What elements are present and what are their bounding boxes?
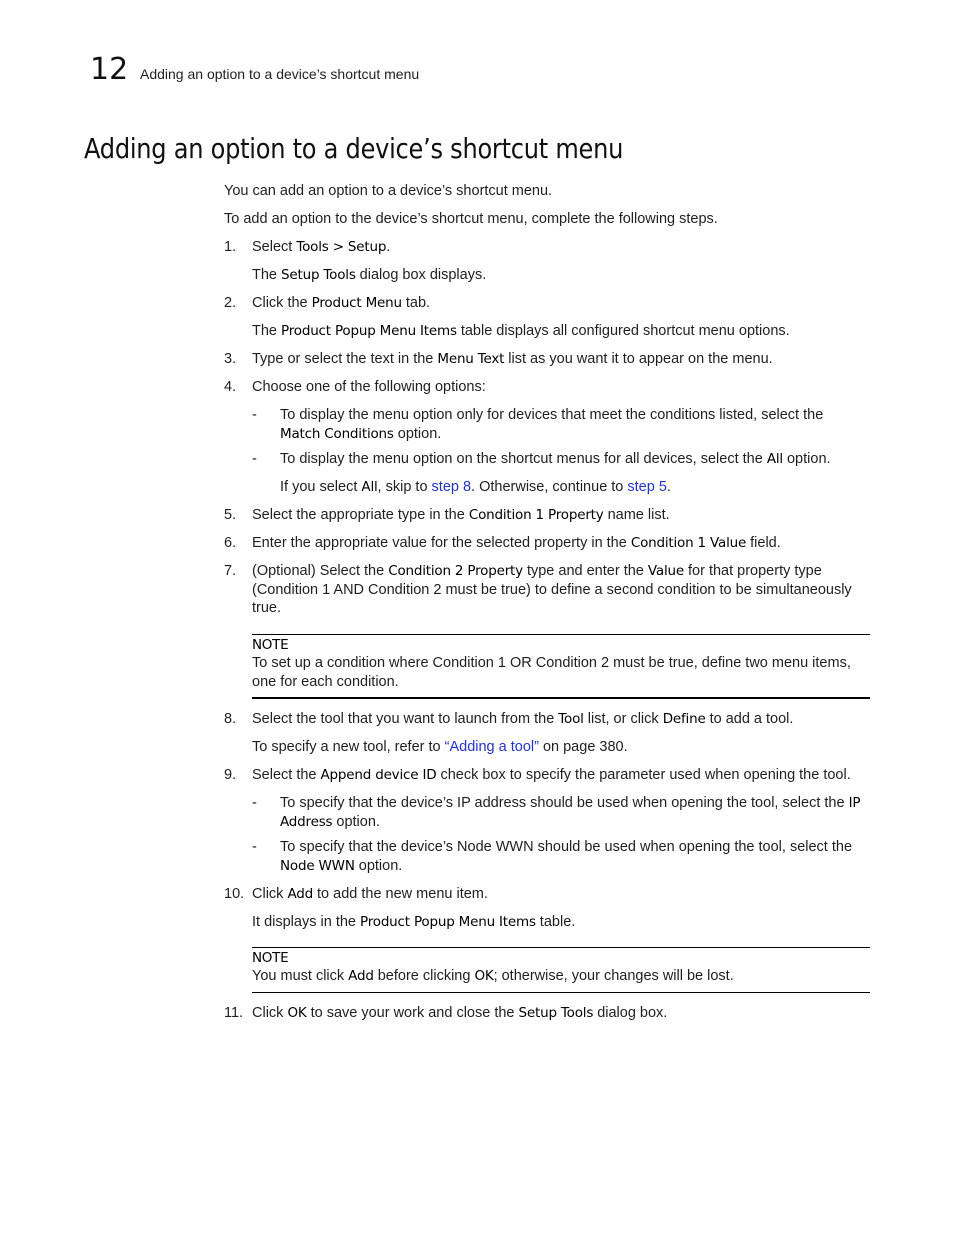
- note-text: You must click Add before clicking OK; otherwise, your changes will be lost.: [252, 968, 734, 984]
- ui-term: Match Conditions: [280, 425, 394, 442]
- step-number: 7.: [224, 563, 237, 579]
- step-number: 10.: [224, 886, 245, 902]
- ui-term: OK: [287, 1005, 307, 1021]
- step-10-result: It displays in the Product Popup Menu Items table.: [252, 914, 576, 930]
- ui-term: Setup Tools: [518, 1005, 594, 1021]
- step-4-note: If you select All, skip to step 8. Otherwise, continue to step 5.: [280, 479, 671, 495]
- step-8: Select the tool that you want to launch from the Tool list, or click Define to add a tool.: [252, 711, 794, 727]
- step-number: 3.: [224, 351, 237, 367]
- ui-term: Value: [647, 563, 684, 579]
- ui-term: Add: [287, 886, 313, 902]
- step-1-result: The Setup Tools dialog box displays.: [252, 267, 487, 283]
- step-number: 8.: [224, 711, 237, 727]
- step-10: Click Add to add the new menu item.: [252, 886, 488, 902]
- step-1: Select Tools > Setup.: [252, 239, 391, 255]
- note-top-rule: [252, 634, 870, 635]
- ui-term: Menu Text: [437, 351, 505, 367]
- step-4-option-b: To display the menu option on the shortcut menus for all devices, select the All option.: [280, 451, 831, 467]
- step-11: Click OK to save your work and close the Setup Tools dialog box.: [252, 1005, 668, 1021]
- ui-term: Condition 1 Property: [468, 507, 604, 523]
- note-label: NOTE: [252, 950, 289, 966]
- ui-term: Product Popup Menu Items: [360, 914, 536, 930]
- ui-term: Append device ID: [320, 767, 437, 783]
- adding-a-tool-link[interactable]: “Adding a tool”: [444, 739, 539, 755]
- note-text: To set up a condition where Condition 1 OR Condition 2 must be true, define two menu items, one for each condition.: [252, 655, 851, 690]
- step-number: 11.: [224, 1005, 244, 1021]
- step-4-option-a: To display the menu option only for devices that meet the conditions listed, select the Match Conditions option.: [280, 407, 824, 442]
- bullet-dash: -: [252, 407, 257, 423]
- note-label: NOTE: [252, 637, 289, 653]
- note-top-rule: [252, 947, 870, 948]
- step-8-link[interactable]: step 8: [431, 479, 472, 495]
- page-title: Adding an option to a device’s shortcut menu: [84, 132, 624, 165]
- intro-paragraph: You can add an option to a device’s shortcut menu.: [224, 183, 553, 199]
- step-9-option-a: To specify that the device’s IP address should be used when opening the tool, select the IP Address option.: [280, 795, 861, 830]
- step-5-link[interactable]: step 5: [627, 479, 667, 495]
- ui-term: Product Menu: [311, 295, 402, 311]
- intro-paragraph: To add an option to the device’s shortcut menu, complete the following steps.: [224, 211, 718, 227]
- ui-term: Tool: [558, 711, 584, 727]
- running-header: Adding an option to a device’s shortcut menu: [140, 66, 420, 82]
- step-number: 5.: [224, 507, 237, 523]
- step-number: 6.: [224, 535, 237, 551]
- step-9: Select the Append device ID check box to specify the parameter used when opening the tool.: [252, 767, 851, 783]
- ui-term: Tools > Setup: [296, 239, 387, 255]
- step-9-option-b: To specify that the device’s Node WWN should be used when opening the tool, select the Node WWN option.: [280, 839, 853, 874]
- note-bottom-rule: [252, 697, 870, 699]
- chapter-number: 12: [90, 52, 129, 87]
- ui-term: Define: [662, 711, 706, 727]
- ui-term: Add: [348, 968, 374, 984]
- step-number: 1.: [224, 239, 237, 255]
- ui-term: OK: [474, 968, 494, 984]
- step-3: Type or select the text in the Menu Text list as you want it to appear on the menu.: [252, 351, 773, 367]
- step-7: (Optional) Select the Condition 2 Property type and enter the Value for that property type (Condition 1 AND Condition 2 must be true) to define a second condition to be simultaneously true.: [252, 563, 852, 616]
- ui-term: All: [361, 479, 378, 495]
- ui-term: Product Popup Menu Items: [281, 323, 457, 339]
- ui-term: Condition 1 Value: [630, 535, 747, 551]
- bullet-dash: -: [252, 839, 257, 855]
- ui-term: Condition 2 Property: [388, 563, 523, 579]
- bullet-dash: -: [252, 795, 257, 811]
- note-bottom-rule: [252, 992, 870, 993]
- step-2: Click the Product Menu tab.: [252, 295, 431, 311]
- ui-term: Setup Tools: [281, 267, 356, 283]
- ui-term: Address: [280, 813, 333, 830]
- step-5: Select the appropriate type in the Condition 1 Property name list.: [252, 507, 670, 523]
- step-4: Choose one of the following options:: [252, 379, 486, 395]
- step-number: 4.: [224, 379, 237, 395]
- step-2-result: The Product Popup Menu Items table displays all configured shortcut menu options.: [252, 323, 790, 339]
- step-number: 2.: [224, 295, 237, 311]
- ui-term: IP: [848, 795, 861, 811]
- step-6: Enter the appropriate value for the selected property in the Condition 1 Value field.: [252, 535, 781, 551]
- bullet-dash: -: [252, 451, 257, 467]
- step-number: 9.: [224, 767, 237, 783]
- ui-term: Node WWN: [280, 857, 355, 874]
- step-8-reference: To specify a new tool, refer to “Adding a tool” on page 380.: [252, 739, 628, 755]
- ui-term: All: [766, 451, 783, 467]
